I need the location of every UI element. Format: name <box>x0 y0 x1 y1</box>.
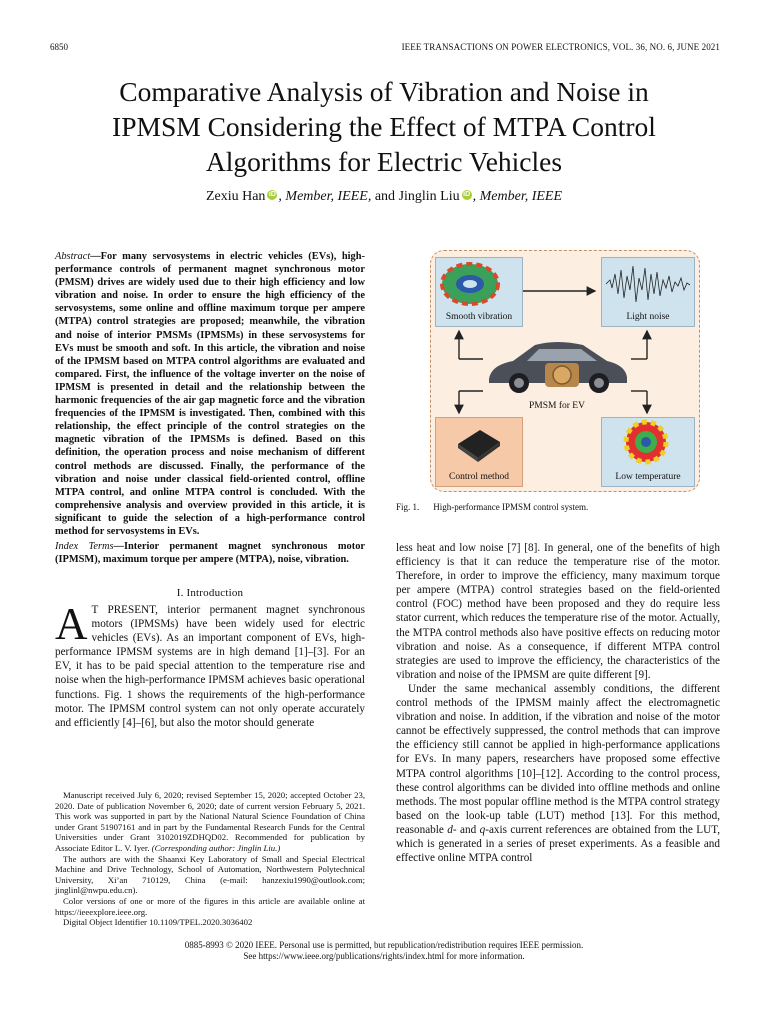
smooth-vibration-box <box>435 257 523 327</box>
abstract <box>55 250 365 538</box>
control-method-box <box>435 417 523 487</box>
low-temperature-box <box>601 417 695 487</box>
label-pmsm-for-ev: PMSM for EV <box>529 401 585 411</box>
copyright-notice <box>40 940 728 962</box>
orcid-icon[interactable]: iD <box>268 191 276 198</box>
footnote-color-note: Color versions of one or more of the figures in this article are available online at https://ieeexplore.ieee.org. <box>55 895 365 917</box>
author-role-2: , Member, IEEE <box>472 189 563 204</box>
author-conjunction: and <box>371 189 399 204</box>
copyright-line-1: 0885-8993 © 2020 IEEE. Personal use is permitted, but republication/redistribution requires IEEE permission. <box>184 940 584 950</box>
right-column-text <box>396 541 720 865</box>
title-line-3: Algorithms for Electric Vehicles <box>205 146 563 177</box>
author-name-2: Jinglin Liu <box>398 189 460 204</box>
footnote-received: Manuscript received July 6, 2020; revised September 15, 2020; accepted October 23, 2020. Date of publication November 6, 2020; date of current version February 5, 2021. This work was supported in part by the National Natural Science Foundation of China under Grant 51907161 and in part by the Fundamental Research Funds for the Central Universities under Grant 3102019ZDHQD02. Recommended for publication by Associate Editor L. V. Iyer. <box>55 790 365 853</box>
orcid-icon[interactable]: iD <box>463 191 471 198</box>
figure-caption-number: Fig. 1. <box>396 502 420 512</box>
figure-caption <box>396 502 588 512</box>
intro-paragraph-2 <box>396 682 720 865</box>
author-role-1: , Member, IEEE, <box>278 189 372 204</box>
intro-paragraph-2-text: -axis current references are obtained from the LUT, which is generated in a series of preset experiments. As a feasible and effective online MTPA control <box>396 823 720 865</box>
light-noise-box <box>601 257 695 327</box>
running-header: IEEE TRANSACTIONS ON POWER ELECTRONICS, VOL. 36, NO. 6, JUNE 2021 <box>401 42 720 52</box>
car-motor-icon <box>483 335 631 397</box>
noise-waveform-icon <box>602 260 694 308</box>
title-line-2: IPMSM Considering the Effect of MTPA Control <box>112 111 656 142</box>
intro-paragraph <box>55 599 365 730</box>
chip-icon <box>436 418 522 468</box>
index-terms <box>55 540 365 566</box>
author-line <box>40 189 728 205</box>
intro-paragraph-continued: less heat and low noise [7] [8]. In general, one of the benefits of high efficiency is that it can reduce the temperature rise of the motor. Therefore, in order to improve the efficiency, many maximum torque per ampere (MTPA) control strategies based on the field-oriented control (FOC) method have been proposed and they do require less stator current, which reduces the temperature rise of the motor. Actually, the MTPA control methods also have positive effects on reducing motor vibration and noise. As a consequence, if different MTPA control strategies are used to improve the efficiency, the characteristics of the vibration and noise of the IPMSM are quite different [9]. <box>396 542 720 681</box>
paper-title <box>40 74 728 179</box>
abstract-label: Abstract <box>55 251 91 262</box>
index-terms-label: Index Terms <box>55 541 114 552</box>
figure-caption-text: High-performance IPMSM control system. <box>433 502 589 512</box>
label-light-noise: Light noise <box>626 312 670 322</box>
label-control-method: Control method <box>449 472 509 482</box>
intro-paragraph-2-text: Under the same mechanical assembly conditions, the different control methods of the IPMSM mainly affect the electromagnetic vibration and noise. In addition, if the vibration and noise of the motor cannot be effectively suppressed, the control methods that can improve the efficiency still cannot be applied in high-performance applications for EVs. In many papers, researchers have proposed some effective MTPA control algorithms [10]–[12]. According to the control process, these control algorithms can be divided into offline methods and online methods. The most popular offline method is the MTPA control strategy based on the look-up table (LUT) method [13]. For this method, reasonable <box>396 682 720 836</box>
d-axis-symbol: d <box>447 823 453 836</box>
vibration-mode-icon <box>436 258 522 310</box>
footnote-affiliation: The authors are with the Shaanxi Key Laboratory of Small and Special Electrical Machine and Drive Technology, School of Automation, Northwestern Polytechnical University, Xi’an 710129, China (e-mail: hanzexiu1990@outlook.com; jinglinl@nwpu.edu.cn). <box>55 853 365 896</box>
thermal-motor-icon <box>602 418 694 468</box>
drop-cap: A <box>55 599 88 649</box>
index-terms-text: Interior permanent magnet synchronous motor (IPMSM), maximum torque per ampere (MTPA), noise, vibration. <box>55 541 366 566</box>
intro-paragraph-text: T PRESENT, interior permanent magnet synchronous motors (IPMSMs) have been widely used for electric vehicles (EVs). As an important component of EVs, high-performance IPMSM systems are in high demand [1]–[3]. For an EV, it has to be paid special attention to the temperature rise and noise when the high-performance IPMSM achieves basic operational functions. Fig. 1 shows the requirements of the high-performance motor. The IPMSM control system can not only operate accurately and efficiently [4]–[6], but also the motor should generate <box>55 604 365 729</box>
pmsm-car-image <box>483 335 631 411</box>
section-heading: I. Introduction <box>176 587 244 599</box>
label-smooth-vibration: Smooth vibration <box>445 312 513 322</box>
q-axis-symbol: q <box>479 823 486 836</box>
figure-1 <box>430 250 700 492</box>
index-terms-dash: — <box>113 541 124 552</box>
footnote-corresponding-author: (Corresponding author: Jinglin Liu.) <box>151 842 281 853</box>
page-number: 6850 <box>50 42 68 52</box>
abstract-text: For many servosystems in electric vehicles (EVs), high-performance controls of permanent magnet synchronous motor (PMSM) drives are widely used due to their high efficiency and low vibration and noise. In order to ensure the high efficiency of the servosystems, some online and offline maximum torque per ampere (MTPA) control strategies are proposed; meanwhile, the vibration and noise of interior PMSMs (IPMSMs) in these servosystems for EVs must be smooth and soft. In this article, the vibration and noise of the IPMSM based on MTPA control algorithms are evaluated and compared. First, the influence of the voltage inverter on the noise of IPMSM is presented in detail and the relationship between the harmonic frequencies of the air gap magnetic force and the vibration frequencies of the IPMSM is investigated. Then, combined with this relationship, the effect principle of the control strategies on the magnetic vibration of the IPMSMs is defined. Based on this definition, the operation process and noise mechanism of different control methods are discussed. Finally, the performance of the vibration and noise under classical field-oriented control, offline MTPA control, and online MTPA control is concluded. With the comprehensive analysis and overview provided in this article, it is significant to guide the selection of a high-performance control method for servosystems in EVs. <box>55 251 365 537</box>
footnote-doi: Digital Object Identifier 10.1109/TPEL.2020.3036402 <box>63 917 253 928</box>
title-line-1: Comparative Analysis of Vibration and Noise in <box>119 76 649 107</box>
author-name-1: Zexiu Han <box>205 189 266 204</box>
abstract-dash: — <box>90 251 101 262</box>
footnote <box>55 790 365 928</box>
copyright-line-2: See https://www.ieee.org/publications/rights/index.html for more information. <box>243 951 525 961</box>
label-low-temperature: Low temperature <box>615 472 681 482</box>
intro-paragraph-2-text: - and <box>452 823 480 836</box>
